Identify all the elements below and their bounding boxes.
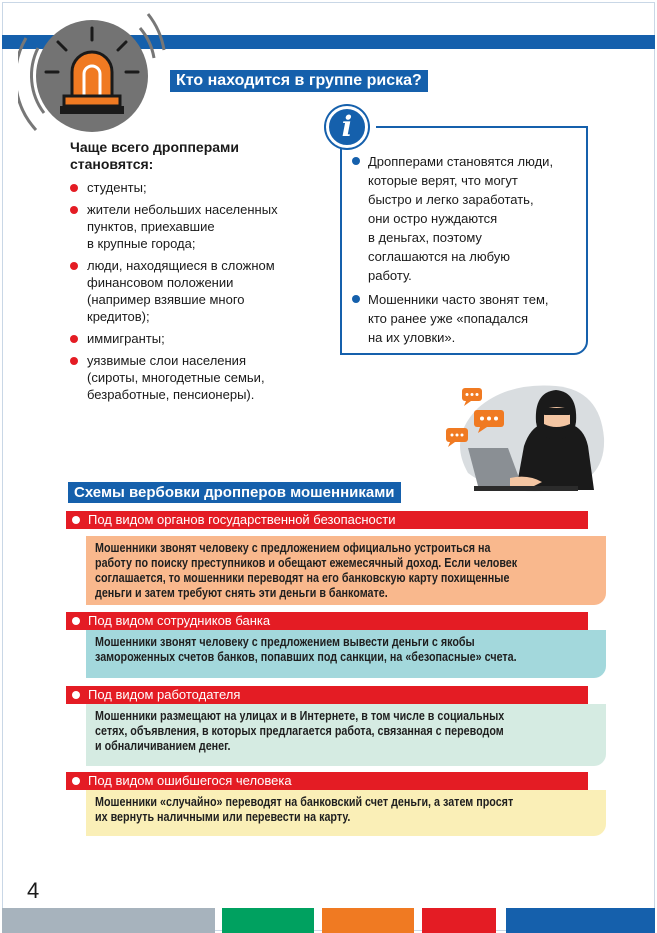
droppers-intro-line: становятся:	[70, 156, 154, 172]
risk-group-item	[70, 201, 320, 252]
scheme-description	[86, 704, 606, 766]
footer-bar-red	[422, 908, 496, 933]
info-line: работу.	[368, 268, 412, 283]
scheme-line: сетях, объявления, в которых предлагается работа, связанная с переводом	[95, 724, 504, 738]
risk-group-item	[70, 352, 320, 403]
scheme-description	[86, 536, 606, 605]
scheme-line: их вернуть наличными или перевести на карту.	[95, 810, 351, 824]
scheme-line: замороженных счетов банков, попавших под санкции, на «безопасные» счета.	[95, 650, 517, 664]
risk-group-item	[70, 330, 320, 347]
info-line: Дропперами становятся люди,	[368, 154, 554, 169]
schemes-heading: Схемы вербовки дропперов мошенниками	[68, 482, 401, 503]
risk-group-line: жители небольших населенных	[87, 202, 278, 217]
scheme-line: деньги и затем требуют снять эти деньги в банкомате.	[95, 586, 388, 600]
scheme-line: Мошенники размещают на улицах и в Интернете, в том числе в социальных	[95, 709, 505, 723]
info-item	[352, 152, 584, 285]
info-item	[352, 290, 584, 347]
risk-group-line: люди, находящиеся в сложном	[87, 258, 275, 273]
footer-bar-blue	[506, 908, 655, 933]
scheme-description	[86, 790, 606, 836]
info-line: кто ранее уже «попадался	[368, 311, 529, 326]
scheme-line: работу по поиску преступников и обещают ежемесячный доход. Если человек	[95, 556, 518, 570]
risk-group-line: пунктов, приехавшие	[87, 219, 215, 234]
risk-group-line: финансовом положении	[87, 275, 234, 290]
info-list	[352, 152, 584, 352]
footer-bar-green	[222, 908, 314, 933]
chat-bubble-icon	[462, 388, 482, 406]
risk-group-heading: Кто находится в группе риска?	[170, 70, 428, 92]
droppers-intro-line: Чаще всего дропперами	[70, 139, 240, 155]
scheme-line: и обналичиванием денег.	[95, 739, 231, 753]
info-line: в деньгах, поэтому	[368, 230, 482, 245]
footer-bar-gray	[2, 908, 215, 933]
info-line: на их уловки».	[368, 330, 456, 345]
info-icon: i	[326, 106, 368, 148]
scheme-title: Под видом органов государственной безопасности	[66, 511, 588, 529]
scheme-title: Под видом ошибшегося человека	[66, 772, 588, 790]
risk-group-list	[70, 179, 320, 408]
scheme-title: Под видом работодателя	[66, 686, 588, 704]
info-line: они остро нуждаются	[368, 211, 498, 226]
risk-group-item	[70, 257, 320, 325]
risk-group-line: (например взявшие много	[87, 292, 245, 307]
scheme-line: Мошенники звонят человеку с предложением вывести деньги с якобы	[95, 635, 475, 649]
scheme-line: соглашается, то мошенники переводят на его банковскую карту похищенные	[95, 571, 510, 585]
risk-group-line: безработные, пенсионеры).	[87, 387, 255, 402]
info-line: соглашаются на любую	[368, 249, 510, 264]
scheme-description	[86, 630, 606, 678]
risk-group-line: в крупные города;	[87, 236, 196, 251]
alarm-siren-icon	[36, 20, 148, 132]
hacker-laptop-illustration	[438, 378, 610, 496]
risk-group-line: (сироты, многодетные семьи,	[87, 370, 265, 385]
footer-bar-orange	[322, 908, 414, 933]
risk-group-item	[70, 179, 320, 196]
scheme-title: Под видом сотрудников банка	[66, 612, 588, 630]
droppers-intro	[70, 139, 300, 173]
scheme-line: Мошенники «случайно» переводят на банковский счет деньги, а затем просят	[95, 795, 514, 809]
info-line: Мошенники часто звонят тем,	[368, 292, 549, 307]
risk-group-line: кредитов);	[87, 309, 150, 324]
risk-group-line: уязвимые слои населения	[87, 353, 246, 368]
risk-group-line: студенты;	[87, 180, 147, 195]
scheme-line: Мошенники звонят человеку с предложением официально устроиться на	[95, 541, 491, 555]
info-line: которые верят, что могут	[368, 173, 518, 188]
info-line: быстро и легко заработать,	[368, 192, 534, 207]
page-number: 4	[27, 878, 40, 903]
risk-group-line: иммигранты;	[87, 331, 165, 346]
